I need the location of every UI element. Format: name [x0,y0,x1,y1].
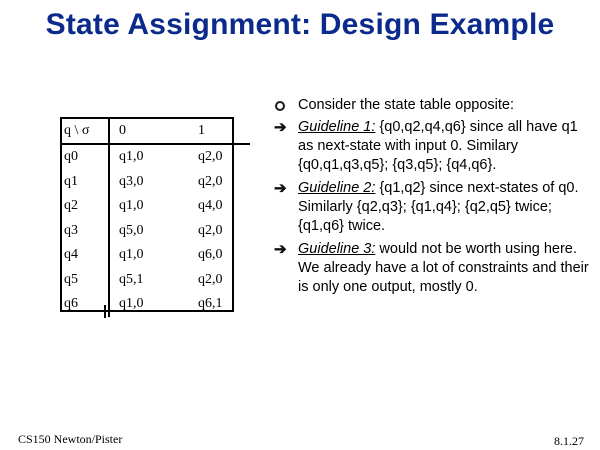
bullet-guideline-2 [274,179,590,236]
row-state: q2 [64,198,78,214]
row-next-1: q6,1 [198,296,223,312]
state-table [61,118,250,317]
table-row [61,144,250,170]
slide-title: State Assignment: Design Example [45,8,555,41]
guideline-1-text: {q0,q2,q4,q6} since all have q1 as next-state with input 0. Similary {q0,q1,q3,q5}; {q3,q5}; {q4,q6}. [298,119,578,173]
header-state: q \ σ [61,118,109,144]
row-next-0: q5,0 [109,219,178,244]
table-row [61,243,250,268]
row-next-1: q4,0 [198,198,223,214]
row-next-1: q6,0 [198,247,223,263]
row-state: q3 [64,222,78,238]
table-row [61,219,250,244]
row-next-0: q1,0 [109,292,178,317]
row-next-1: q2,0 [198,149,223,165]
row-next-0: q1,0 [109,243,178,268]
arrow-bullet-icon: ➔ [274,180,287,197]
guideline-2-label: Guideline 2: [298,180,376,196]
intro-text: Consider the state table opposite: [298,97,515,113]
row-next-0: q3,0 [109,170,178,195]
state-table-header-row [61,118,250,144]
row-state: q0 [64,149,78,165]
circle-bullet-icon [275,101,285,111]
row-next-1: q2,0 [198,222,223,238]
bullet-guideline-1 [274,118,590,175]
bullet-intro [274,96,590,115]
table-row [61,268,250,293]
bullet-list [274,96,590,301]
row-next-0: q1,0 [109,194,178,219]
row-state: q5 [64,271,78,287]
table-row [61,170,250,195]
table-column-divider-extension [104,305,106,318]
row-state: q6 [64,296,78,312]
bullet-guideline-3 [274,240,590,297]
row-state: q4 [64,247,78,263]
footer-course: CS150 Newton/Pister [18,432,123,446]
row-next-0: q5,1 [109,268,178,293]
row-next-1: q2,0 [198,271,223,287]
guideline-2-text: {q1,q2} since next-states of q0. Similarly {q2,q3}; {q1,q4}; {q2,q5} twice; {q1,q6} twice. [298,180,579,234]
header-input-0: 0 [109,118,178,144]
table-row [61,292,250,317]
header-input-1: 1 [178,118,250,144]
guideline-1-label: Guideline 1: [298,119,376,135]
footer-page-number: 8.1.27 [554,434,584,448]
row-next-1: q2,0 [198,173,223,189]
arrow-bullet-icon: ➔ [274,119,287,136]
row-next-0: q1,0 [109,144,178,170]
row-state: q1 [64,173,78,189]
table-row [61,194,250,219]
guideline-3-label: Guideline 3: [298,241,376,257]
arrow-bullet-icon: ➔ [274,241,287,258]
guideline-3-text: would not be worth using here. We already have a lot of constraints and their is only one output, mostly 0. [298,241,589,295]
